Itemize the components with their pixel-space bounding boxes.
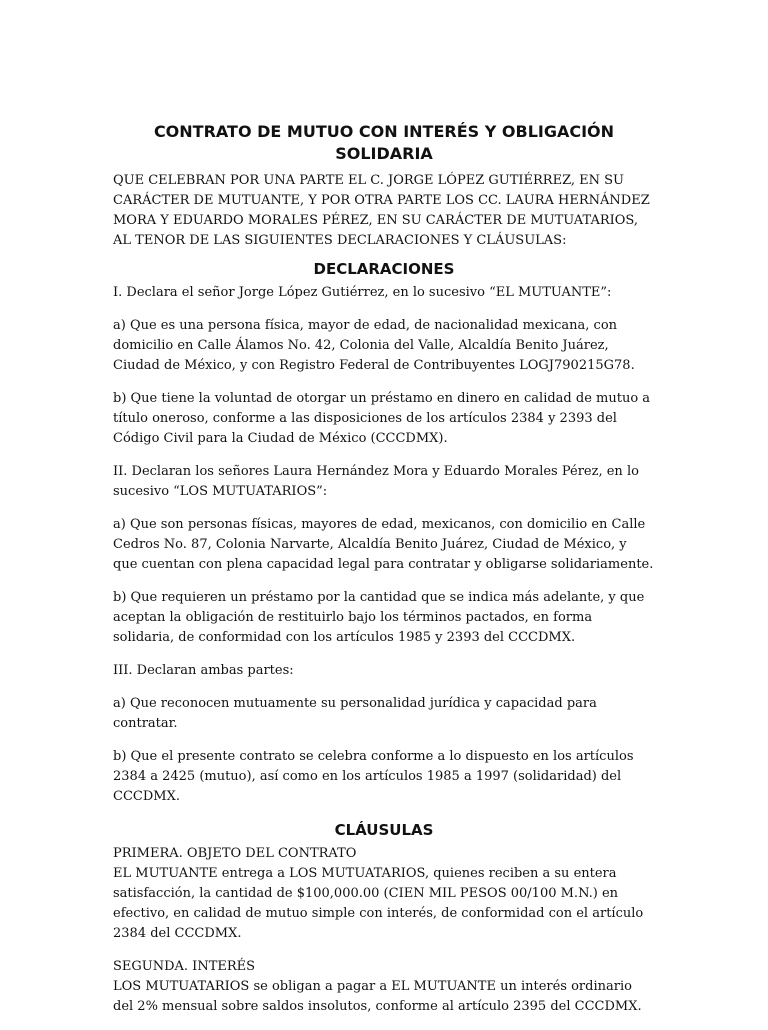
declaracion-paragraph: a) Que son personas físicas, mayores de edad, mexicanos, con domicilio en Calle Cedros No. 87, Colonia Narvarte, Alcaldía Benito Juárez, Ciudad de México, y que cuentan con plena capacidad legal para contratar y obligarse solidariamente. (113, 517, 654, 572)
clausula-primera (113, 844, 655, 944)
clausulas-heading: CLÁUSULAS (334, 821, 434, 839)
intro-paragraph: QUE CELEBRAN POR UNA PARTE EL C. JORGE LÓPEZ GUTIÉRREZ, EN SU CARÁCTER DE MUTUANTE, Y POR OTRA PARTE LOS CC. LAURA HERNÁNDEZ MORA Y EDUARDO MORALES PÉREZ, EN SU CARÁCTER DE MUTUATARIOS, AL TENOR DE LAS SIGUIENTES DECLARACIONES Y CLÁUSULAS: (113, 173, 650, 248)
declaracion-paragraph: b) Que tiene la voluntad de otorgar un préstamo en dinero en calidad de mutuo a título oneroso, conforme a las disposiciones de los artículos 2384 y 2393 del Código Civil para la Ciudad de México (CCCDMX). (113, 391, 651, 446)
clausula-title: SEGUNDA. INTERÉS (113, 959, 256, 974)
declaracion-paragraph: III. Declaran ambas partes: (113, 663, 294, 678)
clausula-body: LOS MUTUATARIOS se obligan a pagar a EL MUTUANTE un interés ordinario del 2% mensual sobre saldos insolutos, conforme al artículo 2395 del CCCDMX. (113, 979, 642, 1014)
declaracion-paragraph: I. Declara el señor Jorge López Gutiérrez, en lo sucesivo “EL MUTUANTE”: (113, 285, 612, 300)
declaracion-paragraph: b) Que el presente contrato se celebra conforme a lo dispuesto en los artículos 2384 a 2425 (mutuo), así como en los artículos 1985 a 1997 (solidaridad) del CCCDMX. (113, 749, 634, 804)
document-page (113, 121, 655, 1030)
declaracion-paragraph: a) Que reconocen mutuamente su personalidad jurídica y capacidad para contratar. (113, 696, 597, 731)
declaracion-paragraph: II. Declaran los señores Laura Hernández Mora y Eduardo Morales Pérez, en lo sucesivo “LOS MUTUATARIOS”: (113, 464, 639, 499)
declaracion-paragraph: a) Que es una persona física, mayor de edad, de nacionalidad mexicana, con domicilio en Calle Álamos No. 42, Colonia del Valle, Alcaldía Benito Juárez, Ciudad de México, y con Registro Federal de Contribuyentes LOGJ790215G78. (113, 318, 635, 373)
clausula-title: PRIMERA. OBJETO DEL CONTRATO (113, 846, 357, 861)
clausula-segunda (113, 957, 655, 1017)
document-title: CONTRATO DE MUTUO CON INTERÉS Y OBLIGACIÓN SOLIDARIA (153, 122, 615, 163)
declaracion-paragraph: b) Que requieren un préstamo por la cantidad que se indica más adelante, y que aceptan la obligación de restituirlo bajo los términos pactados, en forma solidaria, de conformidad con los artículos 1985 y 2393 del CCCDMX. (113, 590, 645, 645)
declaraciones-heading: DECLARACIONES (313, 260, 455, 278)
clausula-body: EL MUTUANTE entrega a LOS MUTUATARIOS, quienes reciben a su entera satisfacción, la cantidad de $100,000.00 (CIEN MIL PESOS 00/100 M.N.) en efectivo, en calidad de mutuo simple con interés, de conformidad con el artículo 2384 del CCCDMX. (113, 866, 644, 941)
